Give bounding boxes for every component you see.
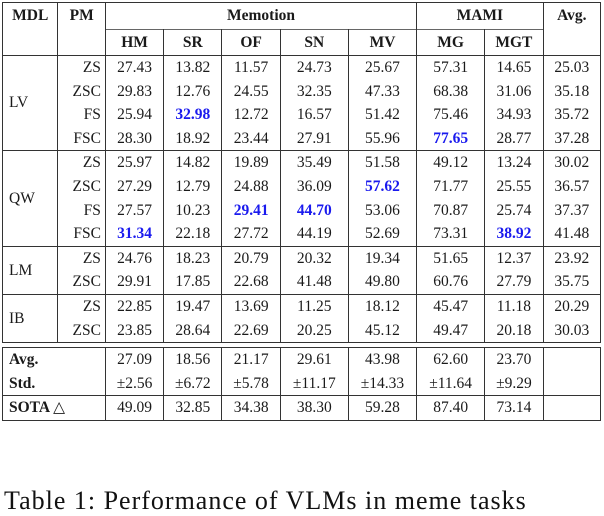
prompt-mode: ZS	[58, 56, 105, 80]
best-score-cell: 57.62	[348, 175, 416, 199]
score-cell: 25.67	[348, 56, 416, 80]
score-cell: 13.24	[485, 151, 543, 175]
prompt-mode: FSC	[58, 222, 105, 246]
score-cell: 27.91	[280, 127, 348, 151]
row-average-cell: 35.75	[543, 270, 600, 294]
score-cell: 12.72	[222, 103, 280, 127]
score-cell: 41.48	[280, 270, 348, 294]
header-col-mg: MG	[417, 30, 485, 56]
score-cell: 32.35	[280, 80, 348, 104]
score-cell: 14.82	[164, 151, 222, 175]
score-cell: 47.33	[348, 80, 416, 104]
table-row	[3, 222, 601, 246]
score-cell: 49.12	[417, 151, 485, 175]
row-average-cell: 30.02	[543, 151, 600, 175]
summary-avg-cell: 23.70	[485, 348, 543, 372]
summary-label-sota: SOTA △	[3, 396, 106, 421]
score-cell: 11.18	[485, 294, 543, 318]
summary-sota-cell: 87.40	[417, 396, 485, 421]
score-cell: 73.31	[417, 222, 485, 246]
model-name: LV	[3, 56, 58, 151]
summary-sota-cell: 38.30	[280, 396, 348, 421]
score-cell: 29.83	[105, 80, 163, 104]
score-cell: 23.85	[105, 319, 163, 343]
table-caption: Table 1: Performance of VLMs in meme tasks	[4, 486, 527, 515]
score-cell: 24.76	[105, 246, 163, 270]
score-cell: 51.65	[417, 246, 485, 270]
empty-cell	[543, 372, 600, 396]
summary-std-cell: ±2.56	[105, 372, 163, 396]
summary-std-cell: ±6.72	[164, 372, 222, 396]
score-cell: 22.69	[222, 319, 280, 343]
score-cell: 20.32	[280, 246, 348, 270]
prompt-mode: FSC	[58, 127, 105, 151]
score-cell: 36.09	[280, 175, 348, 199]
row-average-cell: 35.18	[543, 80, 600, 104]
score-cell: 60.76	[417, 270, 485, 294]
header-col-mgt: MGT	[485, 30, 543, 56]
score-cell: 44.19	[280, 222, 348, 246]
score-cell: 22.18	[164, 222, 222, 246]
score-cell: 71.77	[417, 175, 485, 199]
best-score-cell: 29.41	[222, 199, 280, 223]
score-cell: 45.12	[348, 319, 416, 343]
score-cell: 49.80	[348, 270, 416, 294]
score-cell: 28.64	[164, 319, 222, 343]
score-cell: 70.87	[417, 199, 485, 223]
summary-avg-cell: 29.61	[280, 348, 348, 372]
score-cell: 23.44	[222, 127, 280, 151]
summary-avg-cell: 43.98	[348, 348, 416, 372]
score-cell: 25.74	[485, 199, 543, 223]
header-col-sr: SR	[164, 30, 222, 56]
score-cell: 17.85	[164, 270, 222, 294]
header-mdl: MDL	[3, 3, 58, 56]
table-body	[3, 56, 601, 421]
row-average-cell: 37.28	[543, 127, 600, 151]
header-col-hm: HM	[105, 30, 163, 56]
empty-cell	[543, 396, 600, 421]
score-cell: 57.31	[417, 56, 485, 80]
score-cell: 25.55	[485, 175, 543, 199]
summary-label-avg: Avg.	[3, 348, 106, 372]
row-average-cell: 35.72	[543, 103, 600, 127]
score-cell: 49.47	[417, 319, 485, 343]
best-score-cell: 77.65	[417, 127, 485, 151]
row-average-cell: 25.03	[543, 56, 600, 80]
summary-row-avg	[3, 348, 601, 372]
summary-std-cell: ±11.64	[417, 372, 485, 396]
summary-sota-cell: 73.14	[485, 396, 543, 421]
score-cell: 51.58	[348, 151, 416, 175]
header-col-of: OF	[222, 30, 280, 56]
score-cell: 13.82	[164, 56, 222, 80]
score-cell: 18.23	[164, 246, 222, 270]
score-cell: 51.42	[348, 103, 416, 127]
score-cell: 27.29	[105, 175, 163, 199]
score-cell: 11.57	[222, 56, 280, 80]
score-cell: 12.76	[164, 80, 222, 104]
best-score-cell: 32.98	[164, 103, 222, 127]
header-pm: PM	[58, 3, 105, 56]
summary-sota-cell: 34.38	[222, 396, 280, 421]
score-cell: 16.57	[280, 103, 348, 127]
score-cell: 25.94	[105, 103, 163, 127]
best-score-cell: 44.70	[280, 199, 348, 223]
score-cell: 24.88	[222, 175, 280, 199]
summary-avg-cell: 27.09	[105, 348, 163, 372]
score-cell: 52.69	[348, 222, 416, 246]
row-average-cell: 20.29	[543, 294, 600, 318]
score-cell: 27.72	[222, 222, 280, 246]
table-row	[3, 319, 601, 343]
prompt-mode: FS	[58, 103, 105, 127]
score-cell: 22.85	[105, 294, 163, 318]
score-cell: 11.25	[280, 294, 348, 318]
score-cell: 35.49	[280, 151, 348, 175]
score-cell: 20.18	[485, 319, 543, 343]
header-avg: Avg.	[543, 3, 600, 56]
score-cell: 31.06	[485, 80, 543, 104]
score-cell: 55.96	[348, 127, 416, 151]
score-cell: 10.23	[164, 199, 222, 223]
header-group-mami: MAMI	[417, 3, 544, 30]
table-row	[3, 127, 601, 151]
score-cell: 75.46	[417, 103, 485, 127]
table-row	[3, 103, 601, 127]
row-average-cell: 41.48	[543, 222, 600, 246]
model-name: QW	[3, 151, 58, 246]
score-cell: 12.37	[485, 246, 543, 270]
summary-std-cell: ±5.78	[222, 372, 280, 396]
summary-sota-cell: 59.28	[348, 396, 416, 421]
row-average-cell: 23.92	[543, 246, 600, 270]
summary-std-cell: ±14.33	[348, 372, 416, 396]
row-average-cell: 36.57	[543, 175, 600, 199]
summary-label-std: Std.	[3, 372, 106, 396]
score-cell: 53.06	[348, 199, 416, 223]
empty-cell	[543, 348, 600, 372]
score-cell: 34.93	[485, 103, 543, 127]
score-cell: 20.79	[222, 246, 280, 270]
model-name: IB	[3, 294, 58, 342]
prompt-mode: ZSC	[58, 270, 105, 294]
prompt-mode: ZS	[58, 246, 105, 270]
score-cell: 18.12	[348, 294, 416, 318]
table-row	[3, 294, 601, 318]
best-score-cell: 31.34	[105, 222, 163, 246]
score-cell: 29.91	[105, 270, 163, 294]
score-cell: 20.25	[280, 319, 348, 343]
score-cell: 12.79	[164, 175, 222, 199]
summary-row-sota	[3, 396, 601, 421]
summary-row-std	[3, 372, 601, 396]
header-group-memotion: Memotion	[105, 3, 416, 30]
score-cell: 25.97	[105, 151, 163, 175]
summary-avg-cell: 18.56	[164, 348, 222, 372]
score-cell: 19.47	[164, 294, 222, 318]
score-cell: 24.73	[280, 56, 348, 80]
score-cell: 28.30	[105, 127, 163, 151]
score-cell: 24.55	[222, 80, 280, 104]
score-cell: 27.43	[105, 56, 163, 80]
score-cell: 28.77	[485, 127, 543, 151]
score-cell: 68.38	[417, 80, 485, 104]
header-col-mv: MV	[348, 30, 416, 56]
prompt-mode: ZS	[58, 294, 105, 318]
score-cell: 18.92	[164, 127, 222, 151]
prompt-mode: ZSC	[58, 175, 105, 199]
model-name: LM	[3, 246, 58, 294]
header-col-sn: SN	[280, 30, 348, 56]
table-row	[3, 270, 601, 294]
summary-std-cell: ±11.17	[280, 372, 348, 396]
summary-sota-cell: 49.09	[105, 396, 163, 421]
table-row	[3, 80, 601, 104]
score-cell: 27.57	[105, 199, 163, 223]
best-score-cell: 38.92	[485, 222, 543, 246]
score-cell: 45.47	[417, 294, 485, 318]
prompt-mode: ZS	[58, 151, 105, 175]
prompt-mode: ZSC	[58, 319, 105, 343]
table-row	[3, 56, 601, 80]
table-row	[3, 246, 601, 270]
summary-avg-cell: 62.60	[417, 348, 485, 372]
table-row	[3, 199, 601, 223]
summary-sota-cell: 32.85	[164, 396, 222, 421]
score-cell: 14.65	[485, 56, 543, 80]
score-cell: 27.79	[485, 270, 543, 294]
score-cell: 13.69	[222, 294, 280, 318]
row-average-cell: 37.37	[543, 199, 600, 223]
score-cell: 22.68	[222, 270, 280, 294]
prompt-mode: FS	[58, 199, 105, 223]
score-cell: 19.89	[222, 151, 280, 175]
summary-std-cell: ±9.29	[485, 372, 543, 396]
results-table	[2, 2, 601, 421]
table-row	[3, 175, 601, 199]
prompt-mode: ZSC	[58, 80, 105, 104]
summary-avg-cell: 21.17	[222, 348, 280, 372]
table-row	[3, 151, 601, 175]
score-cell: 19.34	[348, 246, 416, 270]
row-average-cell: 30.03	[543, 319, 600, 343]
